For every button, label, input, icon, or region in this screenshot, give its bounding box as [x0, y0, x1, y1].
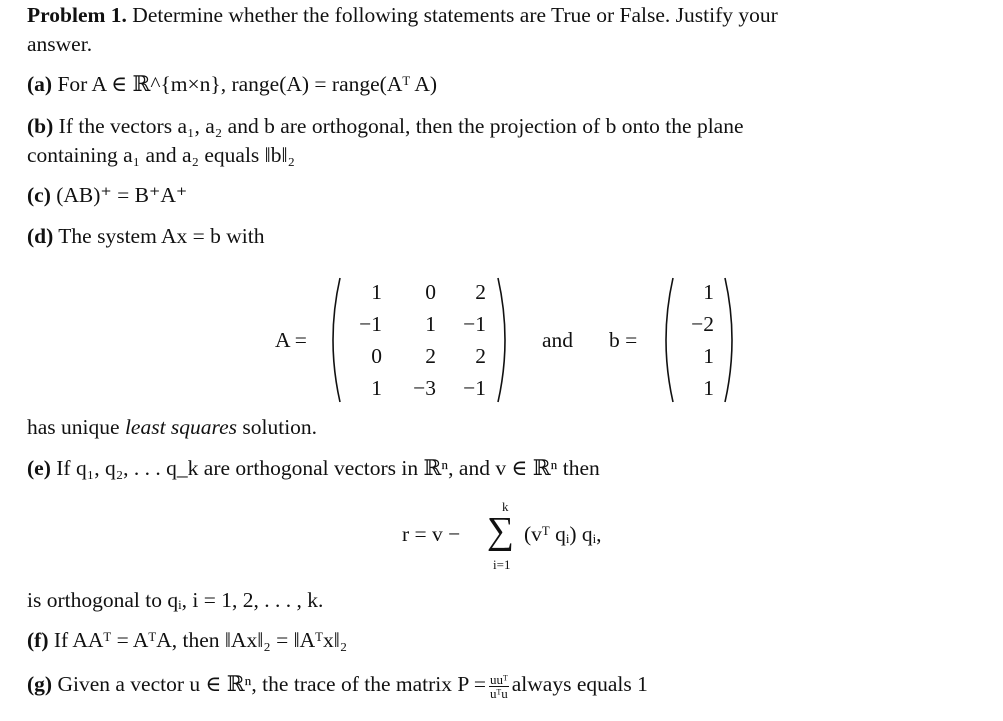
item-e [27, 455, 600, 481]
matrix-a-cell: 1 [425, 312, 436, 336]
matrix-a-cell: 2 [475, 344, 486, 368]
item-f-text: If AAᵀ = AᵀA, then ‖Ax‖₂ = ‖Aᵀx‖₂ [53, 628, 348, 652]
problem-statement-line2 [27, 31, 92, 57]
item-c-label: (c) [27, 183, 51, 207]
item-b-line2 [27, 142, 295, 168]
item-d-label: (d) [27, 224, 54, 248]
item-a-label: (a) [27, 72, 53, 96]
item-e-text: If q₁, q₂, . . . q_k are orthogonal vectors in ℝⁿ, and v ∈ ℝⁿ then [56, 456, 600, 480]
sum-lower-limit: i=1 [493, 557, 511, 572]
item-g-post: always equals 1 [511, 672, 648, 696]
item-d-after-post: solution. [242, 415, 318, 439]
item-f [27, 627, 347, 653]
matrix-a-cell: −3 [413, 376, 436, 400]
vector-b-cell: −2 [691, 312, 714, 336]
item-e-after [27, 587, 323, 613]
matrix-a-cell: 1 [371, 280, 382, 304]
vector-b-cell: 1 [703, 344, 714, 368]
vector-b-label: b = [609, 328, 638, 352]
sigma-icon: ∑ [487, 510, 515, 552]
item-g [27, 671, 648, 700]
item-e-label: (e) [27, 456, 51, 480]
item-g-label: (g) [27, 672, 53, 696]
projection-fraction [489, 673, 509, 700]
matrix-a-cell: −1 [359, 312, 382, 336]
item-g-pre: Given a vector u ∈ ℝⁿ, the trace of the matrix P = [57, 672, 487, 696]
matrix-a-cell: 1 [371, 376, 382, 400]
item-d [27, 223, 265, 249]
item-d-after [27, 414, 317, 440]
vector-b-cell: 1 [703, 280, 714, 304]
matrix-a-cell: 2 [425, 344, 436, 368]
vector-b-cell: 1 [703, 376, 714, 400]
formula-lhs: r = v − [402, 522, 461, 546]
item-a [27, 71, 437, 97]
problem-intro-cont: answer. [27, 32, 93, 56]
item-c [27, 182, 187, 208]
item-d-text: The system Ax = b with [58, 224, 265, 248]
item-b-label: (b) [27, 114, 54, 138]
matrix-a-cell: 0 [371, 344, 382, 368]
item-c-text: (AB)⁺ = B⁺A⁺ [56, 183, 188, 207]
sum-upper-limit: k [502, 499, 509, 514]
item-b-line1 [27, 113, 744, 139]
matrix-a-cell: −1 [463, 376, 486, 400]
fraction-denominator: uᵀu [490, 685, 508, 701]
and-word: and [542, 328, 574, 352]
matrix-a-right-paren [492, 276, 516, 404]
item-d-after-pre: has unique [27, 415, 120, 439]
item-f-label: (f) [27, 628, 49, 652]
vector-b-left-paren [655, 276, 679, 404]
item-b-text: If the vectors a₁, a₂ and b are orthogonal, then the projection of b onto the plane [58, 114, 744, 138]
item-b-text-cont: containing a₁ and a₂ equals ‖b‖₂ [27, 143, 295, 167]
problem-statement-line1 [27, 2, 778, 28]
problem-intro: Determine whether the following statements are True or False. Justify your [132, 3, 778, 27]
matrix-a-label: A = [275, 328, 307, 352]
fraction-numerator: uuᵀ [490, 671, 508, 687]
item-e-after-text: is orthogonal to qᵢ, i = 1, 2, . . . , k. [27, 588, 324, 612]
matrix-a-left-paren [322, 276, 346, 404]
matrix-a-cell: −1 [463, 312, 486, 336]
formula-rhs: (vᵀ qᵢ) qᵢ, [524, 522, 602, 546]
item-d-after-italic: least squares [124, 415, 238, 439]
matrix-a-cell: 0 [425, 280, 436, 304]
item-a-text: For A ∈ ℝ^{m×n}, range(A) = range(Aᵀ A) [57, 72, 438, 96]
vector-b-right-paren [719, 276, 743, 404]
problem-label: Problem 1. [27, 3, 127, 27]
matrix-a-cell: 2 [475, 280, 486, 304]
